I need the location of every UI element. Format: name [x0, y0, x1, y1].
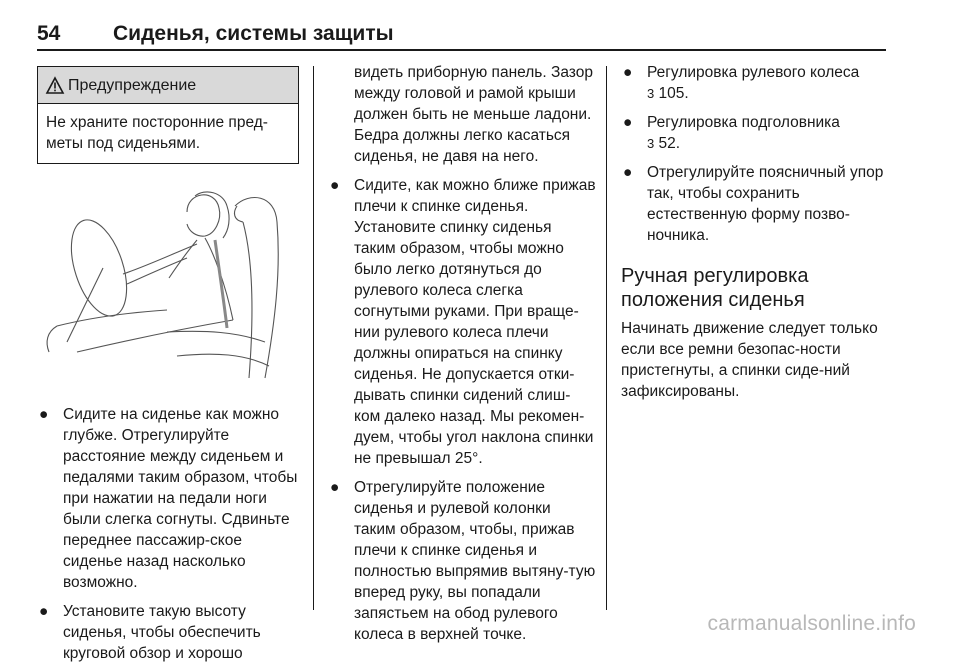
list-item: ● Сидите на сиденье как можно глубже. Отрегулируйте расстояние между сиденьем и педалями таким образом, чтобы при нажатии на педали ноги были слегка согнуты. Сдвиньте переднее пассажир-ское сиденье назад насколько возможно. [39, 406, 298, 591]
bullet-icon: ● [623, 114, 633, 131]
warning-header [38, 67, 298, 104]
list-item: ● Сидите, как можно ближе прижав плечи к спинке сиденья. Установите спинку сиденья таким образом, чтобы можно было легко дотянуться до рулевого колеса слегка согнутыми руками. При враще-нии рулевого колеса плечи должны опираться на спинку сиденья. Не допускается отки-дывать спинки сидений слиш-ком далеко назад. Мы рекомен-дуем, чтобы угол наклона спинки не превышал 25°. [330, 177, 596, 467]
section-text: Начинать движение следует только если все ремни безопас-ности пристегнуты, а спинки сиде-ний зафиксированы. [621, 320, 878, 400]
bullet-icon: ● [330, 177, 340, 194]
header-rule [37, 49, 886, 51]
warning-triangle-icon [46, 77, 64, 94]
list-item: ● Установите такую высоту сиденья, чтобы обеспечить круговой обзор и хорошо [39, 603, 261, 662]
page-ref-link[interactable]: 52. [658, 135, 681, 152]
list-item: ● Регулировка подголовника 3 52. [623, 114, 840, 152]
warning-box [37, 66, 299, 164]
bullet-icon: ● [623, 164, 633, 181]
column-divider [606, 66, 607, 610]
section-heading: Ручная регулировка положения сиденья [621, 265, 809, 311]
bullet-icon: ● [623, 64, 633, 81]
column-3 [621, 62, 887, 402]
bullet-list [621, 62, 887, 246]
list-item: ● Регулировка рулевого колеса 3 105. [623, 64, 860, 102]
page-title: Сиденья, системы защиты [113, 22, 394, 45]
page-ref-arrow-icon: 3 [647, 86, 655, 101]
list-item: ● Отрегулируйте положение сиденья и рулевой колонки таким образом, чтобы, прижав плечи к спинке сиденья и полностью выпрямив вытяну-тую вперед руку, вы попадали запястьем на обод рулевого колеса в верхней точке. [330, 479, 596, 643]
page-ref-arrow-icon: 3 [647, 136, 655, 151]
bullet-icon: ● [39, 406, 49, 423]
page-number: 54 [37, 22, 61, 45]
continued-text: видеть приборную панель. Зазор между головой и рамой крыши должен быть не меньше ладони. Бедра должны легко касаться сиденья, не давя на него. [354, 64, 593, 165]
bullet-icon: ● [39, 603, 49, 620]
bullet-icon: ● [330, 479, 340, 496]
warning-heading: Предупреждение [68, 76, 197, 94]
column-divider [313, 66, 314, 610]
bullet-list [37, 404, 299, 664]
watermark: carmanualsonline.info [707, 612, 916, 635]
column-1 [37, 66, 299, 672]
driver-seating-illustration [37, 182, 299, 386]
bullet-list [328, 175, 596, 645]
column-2 [328, 62, 596, 653]
page-ref-link[interactable]: 105. [658, 85, 689, 102]
warning-text: Не храните посторонние пред-меты под сиденьями. [46, 114, 268, 152]
list-item: ● Отрегулируйте поясничный упор так, чтобы сохранить естественную форму позво-ночника. [623, 164, 884, 244]
